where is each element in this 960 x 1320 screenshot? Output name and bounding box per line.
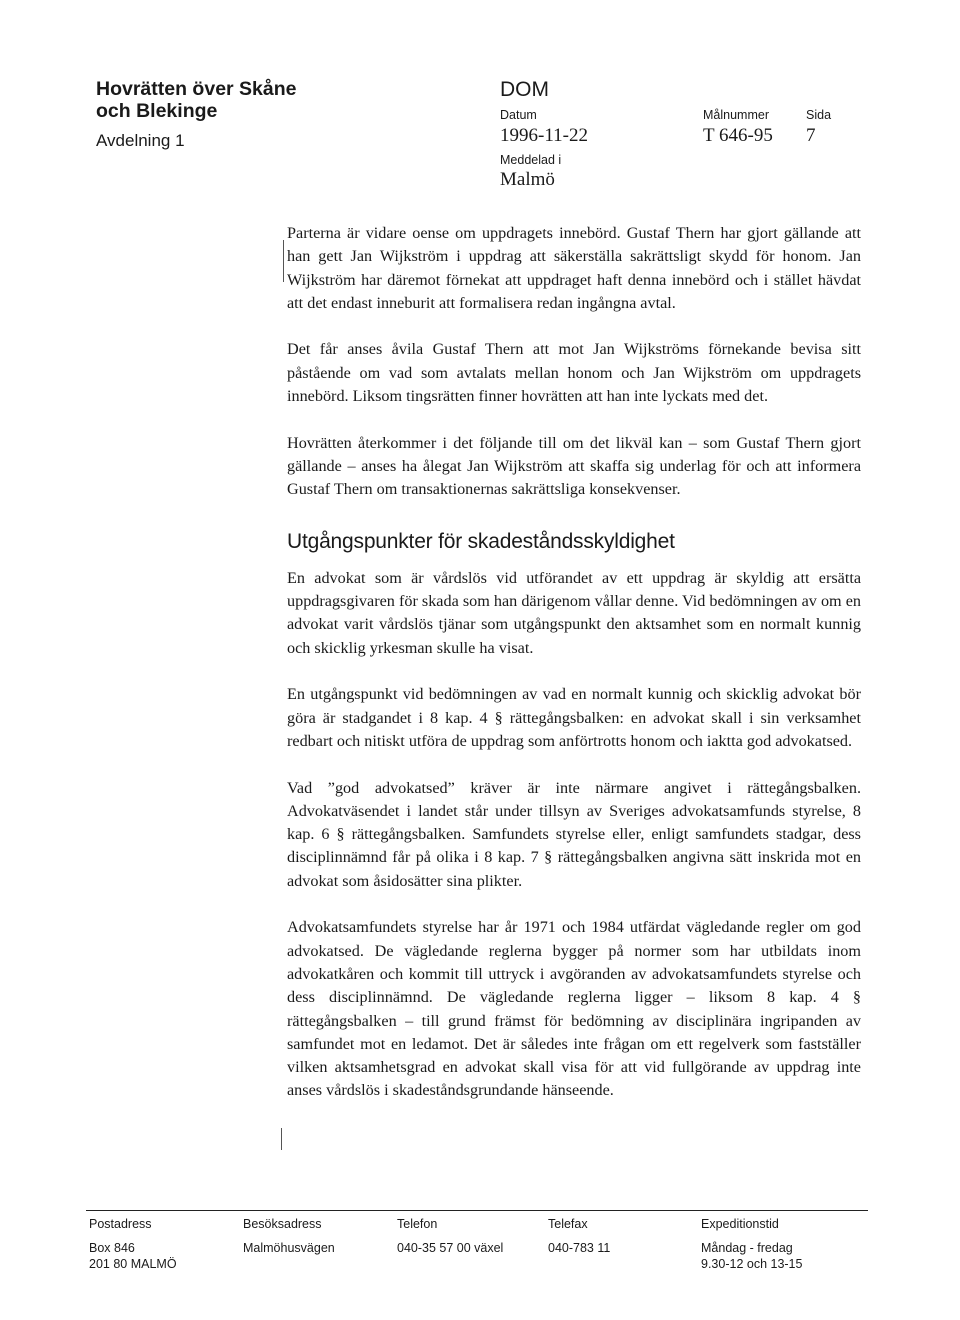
paragraph: En advokat som är vårdslös vid utförandet av ett uppdrag är skyldig att ersätta uppdragsgivaren för skada som han därigenom vållar denne. Vid bedömningen av om en advokat varit vårdslös tjänar som utgångspunkt den aktsamhet som en normalt kunnig och skicklig yrkesman skulle ha visat. <box>287 568 861 657</box>
hours-line1: Måndag - fredag <box>701 1241 793 1255</box>
paragraph: Parterna är vidare oense om uppdragets innebörd. Gustaf Thern har gjort gällande att han gett Jan Wijkström i uppdrag att säkerställa sakrättsligt skydd för honom. Jan Wijkström har däremot förnekat att uppdraget haft denna innebörd och i stället hävdat att det endast inneburit att formalisera redan ingångna avtal. <box>287 224 861 312</box>
postal-label: Postadress <box>89 1217 152 1231</box>
visit-label: Besöksadress <box>243 1217 322 1231</box>
page-number: 7 <box>806 125 816 146</box>
footer-visit <box>243 1216 335 1256</box>
phone-value: 040-35 57 00 växel <box>397 1241 504 1255</box>
paragraph: Advokatsamfundets styrelse har år 1971 och 1984 utfärdat vägledande regler om god advokatsed. De vägledande reglerna bygger på normer som har utbildats inom advokatkåren och kommit till uttryck i avgöranden av advokatsamfundets styrelse och dess disciplinnämnd. De vägledande reglerna ligger – liksom 8 kap. 4 § rättegångsbalken – till grund främst för bedömning av disciplinära ingripanden av samfundet mot en ledamot. Det är således inte frågan om ett regelverk som fastställer vilken aktsamhetsgrad en advokat skall visa för att vid fullgörande av uppdrag inte anses vårdslös i skadeståndsgrundande hänseende. <box>287 918 861 1100</box>
margin-mark <box>283 240 284 282</box>
hours-label: Expeditionstid <box>701 1217 779 1231</box>
footer-fax <box>548 1216 610 1256</box>
postal-line1: Box 846 <box>89 1241 135 1255</box>
hours-line2: 9.30-12 och 13-15 <box>701 1257 803 1271</box>
margin-mark <box>281 1128 282 1150</box>
document-type: DOM <box>500 78 549 101</box>
page-label: Sida <box>806 108 832 122</box>
court-name-line2: och Blekinge <box>96 100 218 122</box>
footer-hours <box>701 1216 802 1272</box>
fax-value: 040-783 11 <box>548 1241 611 1255</box>
section-heading: Utgångspunkter för skadeståndsskyldighet <box>287 529 675 553</box>
fax-label: Telefax <box>548 1217 588 1231</box>
division: Avdelning 1 <box>96 131 185 150</box>
paragraph: En utgångspunkt vid bedömningen av vad en normalt kunnig och skicklig advokat bör göra är stadgandet i 8 kap. 4 § rättegångsbalken: en advokat skall i sin verksamhet redbart och nitiskt utföra de uppdrag som anförtrotts honom och iaktta god advokatsed. <box>287 685 861 750</box>
document-body <box>287 222 861 1126</box>
paragraph: Hovrätten återkommer i det följande till om det likväl kan – som Gustaf Thern gjort gällande – anses ha ålegat Jan Wijkström att skaffa sig underlag för och att informera Gustaf Thern om transaktionernas sakrättsliga konsekvenser. <box>287 433 861 499</box>
case-number-label: Målnummer <box>703 108 769 122</box>
court-header <box>96 78 297 151</box>
issued-label: Meddelad i <box>500 153 562 167</box>
footer-postal <box>89 1216 177 1272</box>
date-value: 1996-11-22 <box>500 125 588 146</box>
date-label: Datum <box>500 108 537 122</box>
postal-line2: 201 80 MALMÖ <box>89 1257 177 1271</box>
paragraph: Vad ”god advokatsed” kräver är inte närmare angivet i rättegångsbalken. Advokatväsendet i landet står under tillsyn av Sveriges advokatsamfunds styrelse, 8 kap. 6 § rättegångsbalken. Samfundets styrelse eller, enligt samfundets stadgar, dess disciplinnämnd får på olika i 8 kap. 7 § rättegångsbalken angivna sätt inskrida mot en advokat som åsidosätter sina plikter. <box>287 778 861 890</box>
court-name-line1: Hovrätten över Skåne <box>96 78 297 100</box>
issued-place: Malmö <box>500 169 555 190</box>
paragraph: Det får anses åvila Gustaf Thern att mot Jan Wijkströms förnekande bevisa sitt påstående om vad som avtalats mellan honom och Jan Wijkström om uppdragets innebörd. Liksom tingsrätten finner hovrätten att han inte lyckats med det. <box>287 340 861 406</box>
case-number-value: T 646-95 <box>703 125 773 146</box>
phone-label: Telefon <box>397 1217 438 1231</box>
footer-divider <box>86 1210 868 1211</box>
visit-value: Malmöhusvägen <box>243 1241 335 1255</box>
footer-phone <box>397 1216 503 1256</box>
